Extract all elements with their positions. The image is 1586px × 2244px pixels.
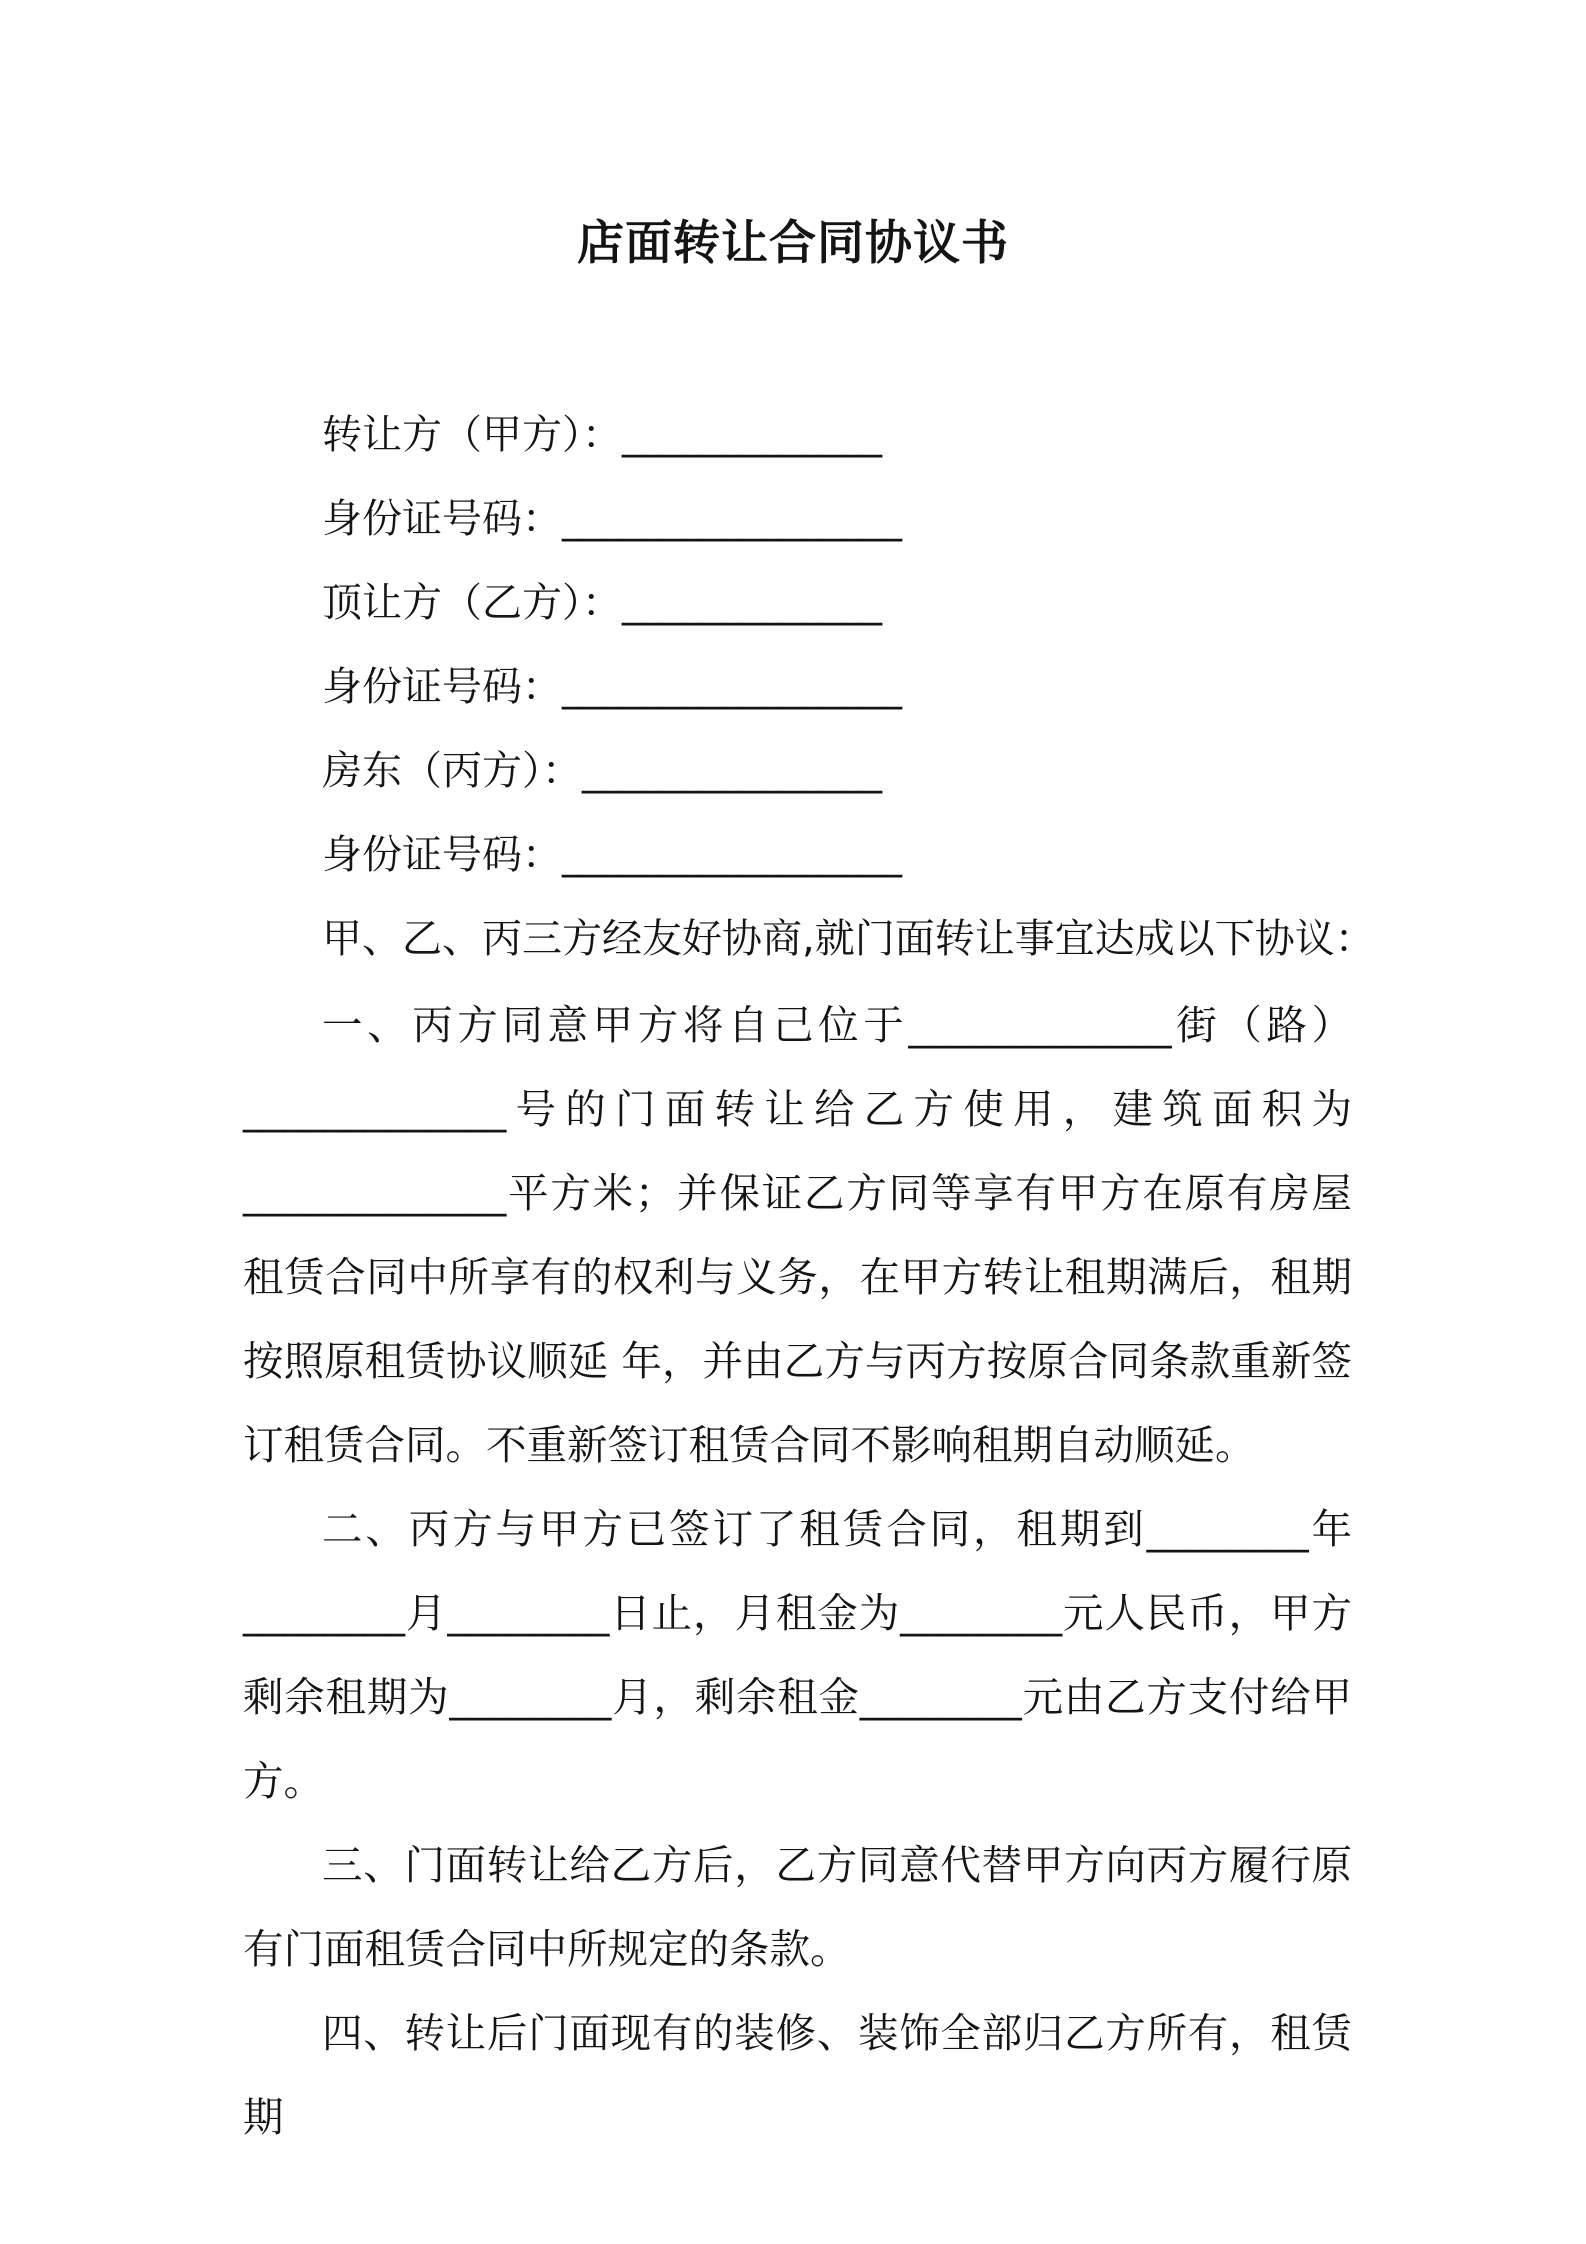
party-line-transferor-id [322, 491, 902, 547]
party-label: 身份证号码： [322, 496, 562, 542]
party-line-landlord [322, 743, 882, 799]
party-line-landlord-id [322, 827, 902, 883]
clause-3: 三、门面转让给乙方后，乙方同意代替甲方向丙方履行原有门面租赁合同中所规定的条款。 [243, 1841, 1352, 1973]
party-label: 转让方（甲方）： [322, 412, 622, 458]
fill-in-blank[interactable]: _________________ [562, 832, 902, 878]
party-label: 房东（丙方）： [322, 748, 582, 794]
party-label: 顶让方（乙方）： [322, 580, 622, 626]
clause-2: 二、丙方与甲方已签订了租赁合同，租期到________年________月________日止，月租金为________元人民币，甲方剩余租期为________月，剩余租金________元由乙方支付给甲方。 [243, 1505, 1352, 1805]
party-line-transferee-id [322, 659, 902, 715]
fill-in-blank[interactable]: _____________ [622, 580, 882, 626]
intro-sentence: 甲、乙、丙三方经友好协商,就门面转让事宜达成以下协议： [322, 916, 1375, 962]
party-line-transferee [322, 575, 882, 631]
party-label: 身份证号码： [322, 664, 562, 710]
fill-in-blank[interactable]: _____________ [622, 412, 882, 458]
fill-in-blank[interactable]: _______________ [582, 748, 882, 794]
clause-4: 四、转让后门面现有的装修、装饰全部归乙方所有，租赁期 [243, 2009, 1352, 2141]
document-title: 店面转让合同协议书 [577, 216, 1009, 271]
clause-body [243, 983, 1352, 2159]
fill-in-blank[interactable]: _________________ [562, 496, 902, 542]
clause-1: 一、丙方同意甲方将自己位于_____________街（路）_____________号的门面转让给乙方使用，建筑面积为_____________平方米；并保证乙方同等享有甲方在原有房屋租赁合同中所享有的权利与义务，在甲方转让租期满后，租期按照原租赁协议顺延 年，并由乙方与丙方按原合同条款重新签订租赁合同。不重新签订租赁合同不影响租期自动顺延。 [243, 1001, 1352, 1469]
fill-in-blank[interactable]: _________________ [562, 664, 902, 710]
party-label: 身份证号码： [322, 832, 562, 878]
party-line-transferor [322, 407, 882, 463]
